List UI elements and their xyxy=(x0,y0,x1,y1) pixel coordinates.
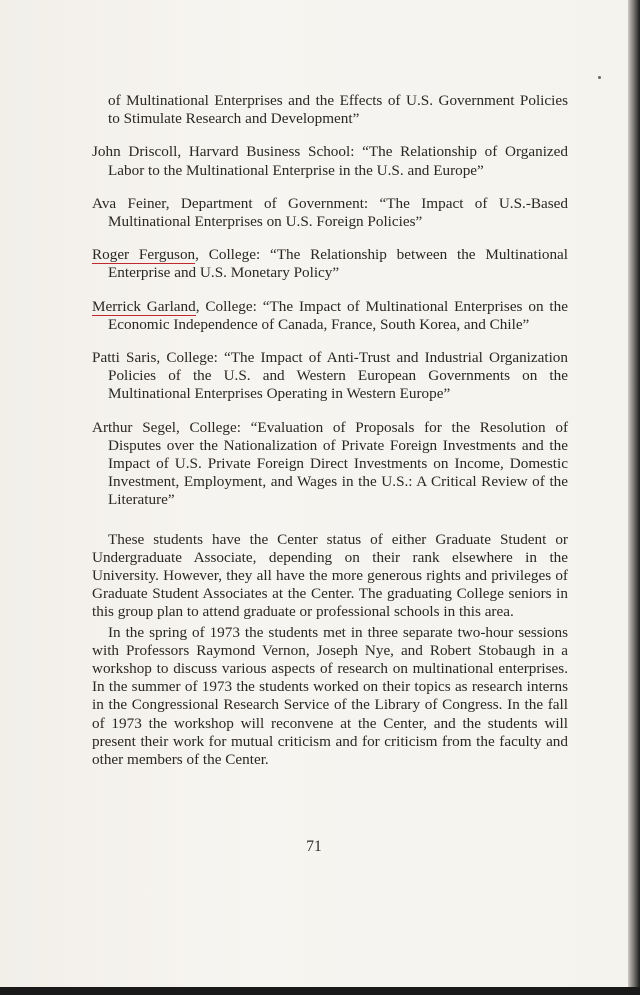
paragraph-status: These students have the Center status of either Graduate Student or Undergraduate Associate, depending on their rank elsewhere in the University. However, they all have the more generous rights and privileges of Graduate Student Associates at the Center. The graduating College seniors in this group plan to attend graduate or professional schools in this area. xyxy=(92,530,568,621)
student-name-underlined: Roger Ferguson xyxy=(92,246,196,264)
student-name-underlined: Merrick Garland xyxy=(92,297,196,315)
entry-driscoll xyxy=(92,143,568,179)
entry-garland xyxy=(92,298,568,334)
page-bottom-shadow xyxy=(0,987,640,995)
entry-text: , College: “The Relationship between the Multinational Enterprise and U.S. Monetary Policy” xyxy=(108,246,569,282)
body-text xyxy=(92,92,568,769)
paragraph-workshop: In the spring of 1973 the students met in three separate two-hour sessions with Professors Raymond Vernon, Joseph Nye, and Robert Stobaugh in a workshop to discuss various aspects of research on multinational enterprises. In the summer of 1973 the students worked on their topics as research interns in the Congressional Research Service of the Library of Congress. In the fall of 1973 the workshop will reconvene at the Center, and the students will present their work for mutual criticism and for criticism from the faculty and other members of the Center. xyxy=(92,623,568,769)
entry-segel xyxy=(92,419,568,510)
entry-text: , College: “Evaluation of Proposals for the Resolution of Disputes over the Nationalization of Private Foreign Investments and the Impact of U.S. Private Foreign Direct Investments on Income, Domestic Investment, Employment, and Wages in the U.S.: A Critical Review of the Literature” xyxy=(108,418,568,509)
entry-saris xyxy=(92,349,568,404)
entry-feiner xyxy=(92,195,568,231)
page-edge-shadow xyxy=(628,0,640,995)
entry-text: , College: “The Impact of Anti-Trust and Industrial Organization Policies of the U.S. and Western European Governments on the Multinational Enterprises Operating in Western Europe” xyxy=(108,349,568,403)
student-name: Patti Saris xyxy=(92,349,157,367)
entry-text: of Multinational Enterprises and the Effects of U.S. Government Policies to Stimulate Research and Development” xyxy=(108,92,568,128)
entry-continuation xyxy=(92,92,568,128)
student-name: John Driscoll xyxy=(92,143,178,161)
entry-text: , Harvard Business School: “The Relationship of Organized Labor to the Multinational Enterprise in the U.S. and Europe” xyxy=(108,143,568,179)
student-name: Arthur Segel xyxy=(92,418,176,436)
entry-ferguson xyxy=(92,246,568,282)
entry-text: , Department of Government: “The Impact of U.S.-Based Multinational Enterprises on U.S. Foreign Policies” xyxy=(108,194,568,231)
entry-text: , College: “The Impact of Multinational Enterprises on the Economic Independence of Canada, France, South Korea, and Chile” xyxy=(108,297,568,333)
page-number: 71 xyxy=(306,838,322,855)
paper-speck xyxy=(598,76,601,79)
student-name: Ava Feiner xyxy=(92,194,166,212)
